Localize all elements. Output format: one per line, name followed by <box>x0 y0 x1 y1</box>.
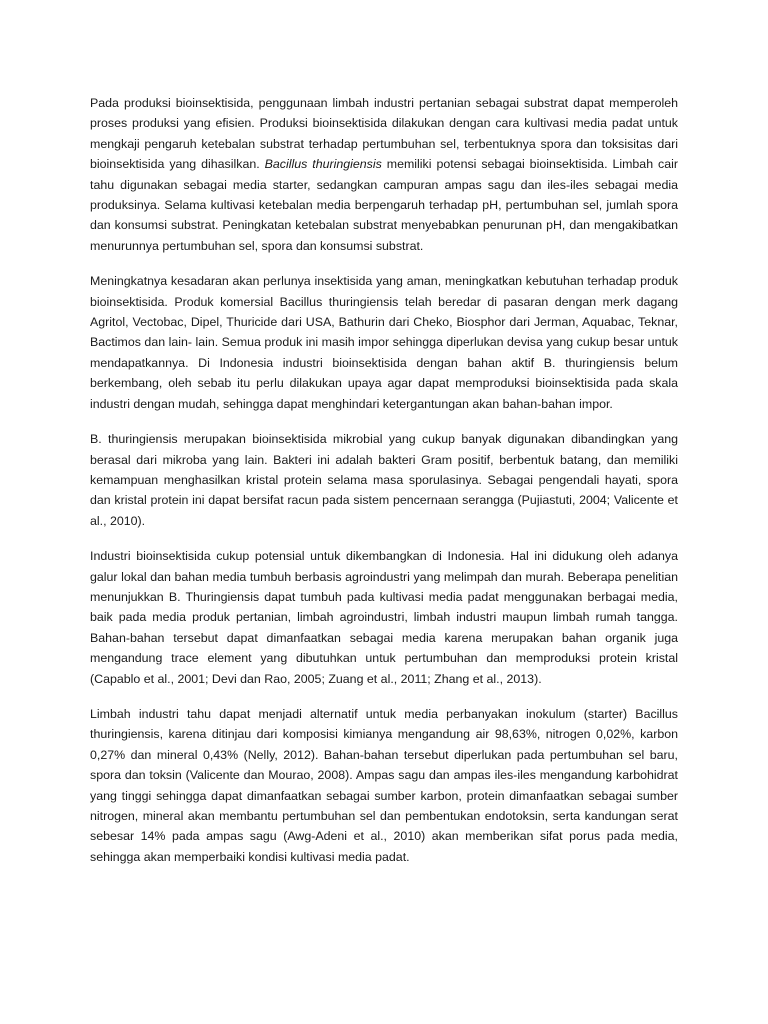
paragraph-5 <box>90 704 678 867</box>
paragraph-2 <box>90 271 678 414</box>
paragraph-1-text-a: Pada produksi bioinsektisida, penggunaan limbah industri pertanian sebagai substrat dapat memperoleh proses produksi yang efisien. Produksi bioinsektisida dilakukan dengan cara kultivasi media padat untuk mengkaji pengaruh ketebalan substrat terhadap pertumbuhan sel, terbentuknya spora dan toksisitas dari bioinsektisida yang dihasilkan. <box>90 96 678 172</box>
paragraph-1-species-name: Bacillus thuringiensis <box>264 157 382 172</box>
body-text <box>90 93 678 867</box>
paragraph-3 <box>90 429 678 531</box>
paragraph-3-text: B. thuringiensis merupakan bioinsektisida mikrobial yang cukup banyak digunakan dibandingkan yang berasal dari mikroba yang lain. Bakteri ini adalah bakteri Gram positif, berbentuk batang, dan memiliki kemampuan menghasilkan kristal protein selama masa sporulasinya. Sebagai pengendali hayati, spora dan kristal protein ini dapat bersifat racun pada sistem pencernaan serangga (Pujiastuti, 2004; Valicente et al., 2010). <box>90 432 678 528</box>
paragraph-1 <box>90 93 678 256</box>
paragraph-5-text: Limbah industri tahu dapat menjadi alternatif untuk media perbanyakan inokulum (starter) Bacillus thuringiensis, karena ditinjau dari komposisi kimianya mengandung air 98,63%, nitrogen 0,02%, karbon 0,27% dan mineral 0,43% (Nelly, 2012). Bahan-bahan tersebut diperlukan pada pertumbuhan sel baru, spora dan toksin (Valicente dan Mourao, 2008). Ampas sagu dan ampas iles-iles mengandung karbohidrat yang tinggi sehingga dapat dimanfaatkan sebagai sumber karbon, protein dimanfaatkan sebagai sumber nitrogen, mineral akan membantu pertumbuhan sel dan pembentukan endotoksin, serta kandungan serat sebesar 14% pada ampas sagu (Awg-Adeni et al., 2010) akan memberikan sifat porus pada media, sehingga akan memperbaiki kondisi kultivasi media padat. <box>90 706 678 864</box>
paragraph-4-text: Industri bioinsektisida cukup potensial untuk dikembangkan di Indonesia. Hal ini didukung oleh adanya galur lokal dan bahan media tumbuh berbasis agroindustri yang melimpah dan murah. Beberapa penelitian menunjukkan B. Thuringiensis dapat tumbuh pada kultivasi media padat menggunakan berbagai media, baik pada media produk pertanian, limbah agroindustri, limbah industri maupun limbah rumah tangga. Bahan-bahan tersebut dapat dimanfaatkan sebagai media karena merupakan bahan organik juga mengandung trace element yang dibutuhkan untuk pertumbuhan dan memproduksi protein kristal (Capablo et al., 2001; Devi dan Rao, 2005; Zuang et al., 2011; Zhang et al., 2013). <box>90 549 678 686</box>
paragraph-1-text-b: memiliki potensi sebagai bioinsektisida. Limbah cair tahu digunakan sebagai media starter, sedangkan campuran ampas sagu dan iles-iles sebagai media produksinya. Selama kultivasi ketebalan media berpengaruh terhadap pH, pertumbuhan sel, jumlah spora dan konsumsi substrat. Peningkatan ketebalan substrat menyebabkan penurunan pH, dan mengakibatkan menurunnya pertumbuhan sel, spora dan konsumsi substrat. <box>90 157 678 253</box>
paragraph-4 <box>90 546 678 689</box>
paragraph-2-text: Meningkatnya kesadaran akan perlunya insektisida yang aman, meningkatkan kebutuhan terhadap produk bioinsektisida. Produk komersial Bacillus thuringiensis telah beredar di pasaran dengan merk dagang Agritol, Vectobac, Dipel, Thuricide dari USA, Bathurin dari Cheko, Biosphor dari Jerman, Aquabac, Teknar, Bactimos dan lain- lain. Semua produk ini masih impor sehingga diperlukan devisa yang cukup besar untuk mendapatkannya. Di Indonesia industri bioinsektisida dengan bahan aktif B. thuringiensis belum berkembang, oleh sebab itu perlu dilakukan upaya agar dapat memproduksi bioinsektisida pada skala industri dengan mudah, sehingga dapat menghindari ketergantungan akan bahan-bahan impor. <box>90 274 678 411</box>
